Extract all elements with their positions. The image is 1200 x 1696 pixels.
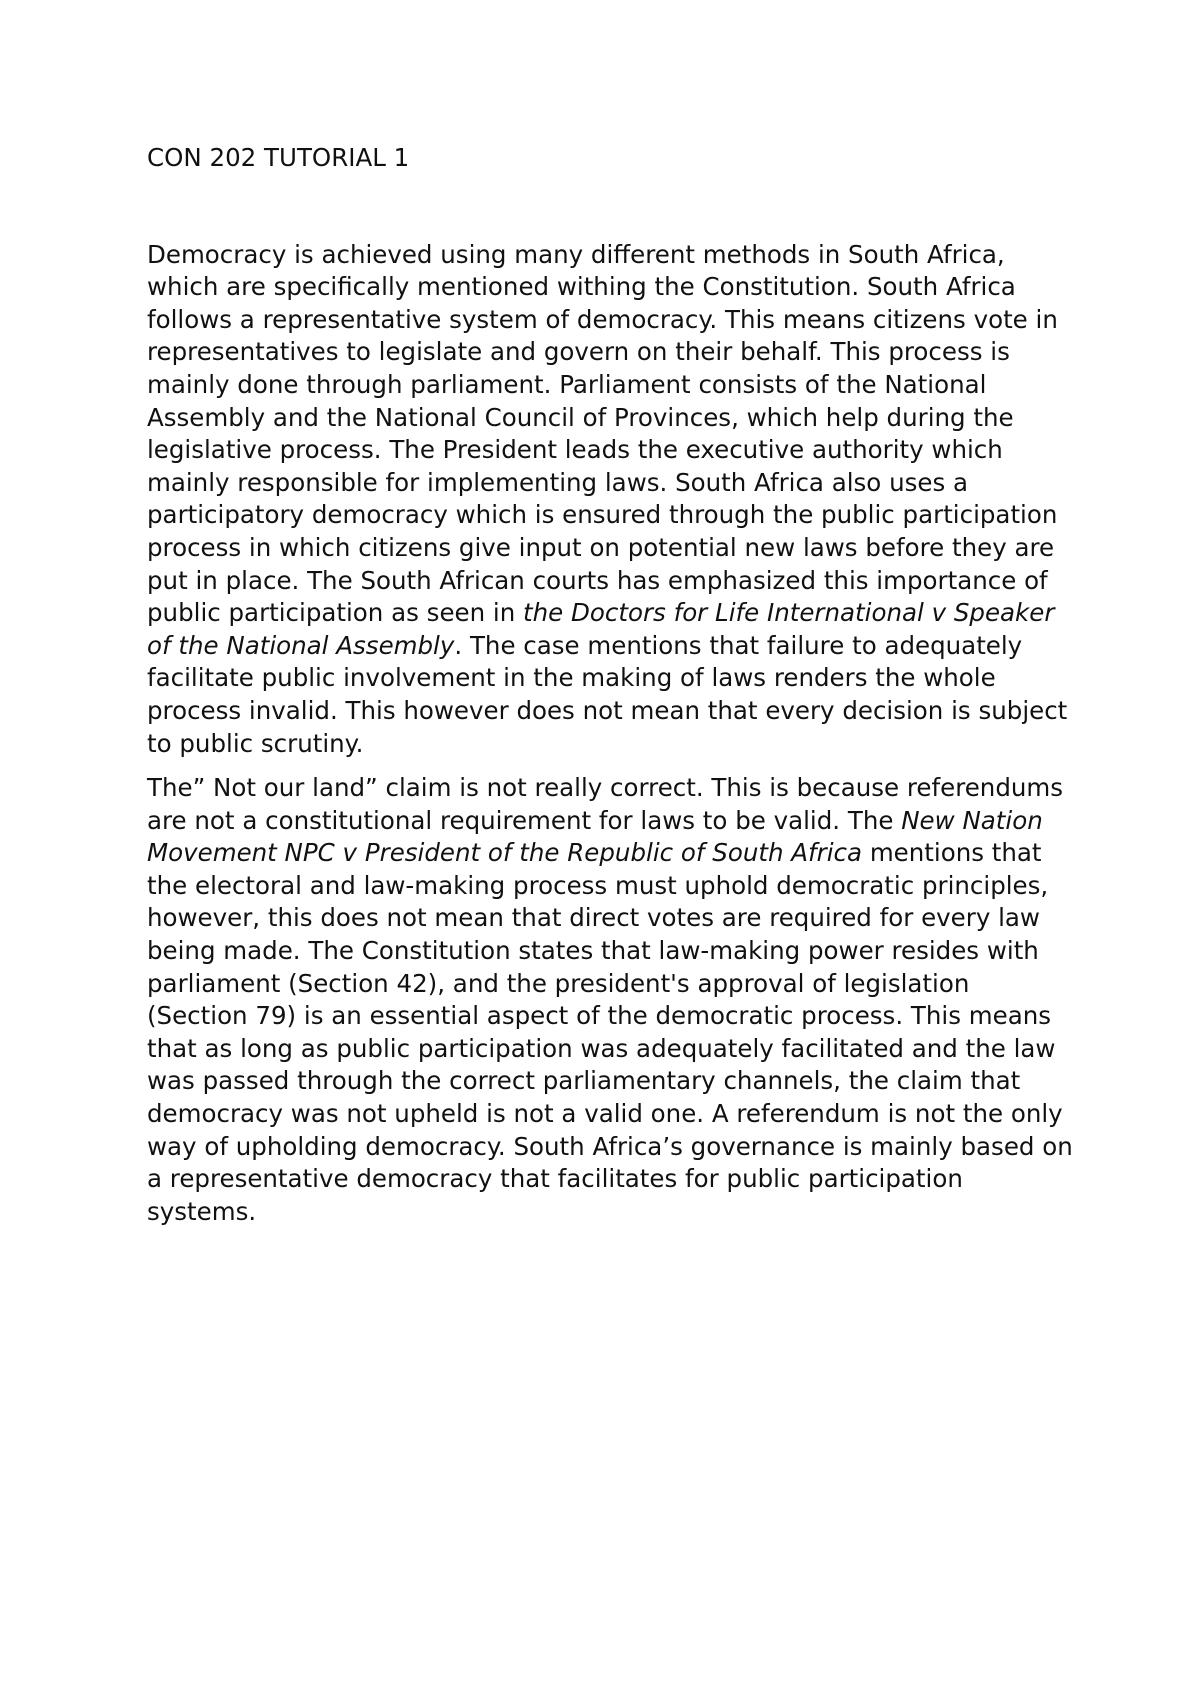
document-title: CON 202 TUTORIAL 1 (147, 143, 410, 172)
paragraph-2-text-a: The” Not our land” claim is not really correct. This is because referendums are not a constitutional requirement for laws to be valid. The (147, 773, 1064, 835)
paragraph-2-text-b: mentions that the electoral and law-making process must uphold democratic principles, however, this does not mean that direct votes are required for every law being made. The Constitution states that law-making power resides with parliament (Section 42), and the president's approval of legislation (Section 79) is an essential aspect of the democratic process. This means that as long as public participation was adequately facilitated and the law was passed through the correct parliamentary channels, the claim that democracy was not upheld is not a valid one. A referendum is not the only way of upholding democracy. South Africa’s governance is mainly based on a representative democracy that facilitates for public participation systems. (147, 838, 1073, 1226)
paragraph-democracy-methods (147, 239, 1077, 761)
paragraph-not-our-land-claim (147, 772, 1077, 1228)
paragraph-1-text-b: . The case mentions that failure to adequately facilitate public involvement in the making of laws renders the whole process invalid. This however does not mean that every decision is subject to public scrutiny. (147, 630, 1068, 758)
case-citation-doctors-for-life: the Doctors for Life International v Speaker of the National Assembly (147, 598, 1055, 660)
document-body (147, 142, 1077, 1240)
case-citation-new-nation-movement: New Nation Movement NPC v President of the Republic of South Africa (147, 805, 1043, 868)
paragraph-1-text-a: Democracy is achieved using many different methods in South Africa, which are specifically mentioned withing the Constitution. South Africa follows a representative system of democracy. This means citizens vote in representatives to legislate and govern on their behalf. This process is mainly done through parliament. Parliament consists of the National Assembly and the National Council of Provinces, which help during the legislative process. The President leads the executive authority which mainly responsible for implementing laws. South Africa also uses a participatory democracy which is ensured through the public participation process in which citizens give input on potential new laws before they are put in place. The South African courts has emphasized this importance of public participation as seen in (147, 239, 1058, 628)
